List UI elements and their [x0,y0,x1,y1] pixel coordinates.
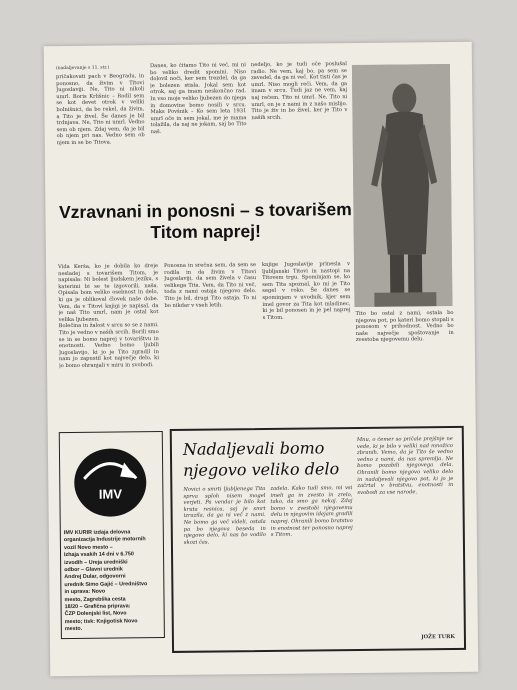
column-top-2-text: Danes, ko čitamo Tito ni več, mi ni bo veliko dredit spomini. Niso dolovil noči, ker sem trezdel, da ga je bolezen stisla. Jokal sem kot otrok, saj ga imam neskončno rad. In vso moje veliko ljubezen do njega in domovine bomo nosili v srcu. Maks Povšnik – Ko sem leta 1931 umrl oče in sem jokal, me je mama tolažila, da naj ne jokam, saj bo Tito naš. [149,62,247,136]
column-top-1-text: pričakovati pach v Beogradu, in ponosno, da živim v Titovi Jugoslaviji. Ne, Tito ni nikoli umrl. Boris Krlišnic – Rodil sem se kot devet otrok v veliki bolnišnici, da bo rekel, da živim, a Tito je živel. Še danes je bil trdnjava. Ne, Tito ni umrl. Vedno sem ob njem. Zdaj vem, da je bil ob njem pri nas. Vedno sem ob njem in se bo Titova. [56,73,145,147]
box-column-3-text: Mnu, o čemer so pričale prejšnje ne vede, ki je bilo v veliki nad množico zbranih. Vemo, da je Tito še vedno vedno z nami, da nas spremlja. Ne bomo pozabili njegovega dela. Ohranili bomo njegovo veliko delo in nadaljevali njegovo pot, ki jo je začrtal v bratstvu, enotnosti in svobodi za vse narode. [356,435,454,496]
column-mid-1 [58,263,160,424]
author-signature: JOŽE TURK [421,633,455,641]
ad-line: mesto. [64,626,83,633]
ad-line: odbor – Glavni urednik [64,566,123,574]
box-column-1-text: Novici o smrti ljubljenega Tita sprva sploh nisem mogel verjeti. Pa vendar je bilo kot kruta resnica, saj je smrt izrazila, da ga ni več z nami. Ne bomo ga več videli, ostala pa bo njegova beseda in njegovo delo, ki nas bo vodilo skozi čas. [183,485,266,546]
box-column-1 [183,486,267,637]
column-top-2 [150,62,247,195]
column-mid-1-text: Vida Kerša, ko je dobila ko dreje nesladej s tovarišem Titom, je napisala: Ni bolest ljudskem jeziku, s katerimi bi se te izgovorili, naša. Opisala bom veliko osebnost in delo, ki ga je oblikoval človek naše dobe. Vem, da v Titovi knjigi je napisal, da je naš Tito umrl, nam je ostal kot velika ljubezen. [57,263,159,323]
box-column-2-text: zadela. Kako tudi smo, mi vsi imeli ga in zvesto in zrelo, tako, da smo ga nekaj. Zdaj bomo v zvestobi njegovemu delu in njegovim idejam gradili naprej. Ohranili bomo bratstvo in enotnost ter ponosno naprej s Titom. [270,485,353,539]
ad-line: vozil Novo mesto – [63,544,113,551]
ad-line: mesto, Zagrebška cesta [64,596,126,603]
column-mid-2-text: Ponosna in srečna sem, da sem se rodila in da živim v Titovi Jugoslaviji, da sem živela v času velikega Tita. Vem, da Tito ni več, toda z nami ostaja njegovo delo. Tito je bil, drugi Tito ostaja. To ni bo nikdar v vseh letih. [163,262,257,309]
ad-text-block [64,529,161,634]
column-mid-1b-text: Bolečina in žalost v srcu so se z nami. Tito je vedno v naših srcih. Borili smo se in se bomo naprej v tovarištvu in enotnosti. Vedno bomo ljubili Jugoslavijo, ki jo je Tito zgradil in nam jo zapustil kot največje delo, ki jo bomo ohranjali v miru in svobodi. [58,322,160,370]
ad-line: mesto; tisk: Knjigotisk Novo [64,618,138,625]
statue-figure-icon [352,64,453,307]
column-mid-3-text: knjige Jugoslavije prinesla v ljubljanski Titovi in nastopi na Titovem trgu. Spominjam se, ko sem Tita spoznal, ko mi je Tito segel v roko. Še danes se spominjam v uvodnik, kjer sem imel govor za Tita kot mladinec, ki je bil ponosen in je pel naprej s Titom. [261,261,351,321]
newspaper-page [44,42,479,676]
ad-line: Andrej Dular, odgovorni [64,573,126,581]
column-top-3-text: nedeljo, ko je tudi oče poslušal radio. Ne vem, kaj bo, pa sem se zavedel, da ga ni več. Kot tisti čas je umrl. Niso mogli reči. Vem, da ga imam v srcu. Tudi jaz ne vem, kaj naj rečem. Tito ni umrl. Ne, Tito ni umrl, on je z nami in z našo mislijo. Tito je živ in bo živel, ker je Tito v naših srcih. [250,61,348,121]
box-title: Nadaljevali bomo njegovo veliko delo [182,438,340,480]
photo-caption-text: Tito bo ostal z nami, ostala bo njegova pot, po kateri bomo stopali s ponosom v prihodnost. Vedno bo naše največje spoštovanje in zvestoba njegovemu delu. [355,309,454,344]
continuation-note: (nadaljevanje s 11. str.) [55,65,110,72]
main-headline: Vzravnani in ponosni – s tovarišem Titom naprej! [58,199,352,243]
imv-logo-icon [70,438,151,523]
ad-line: IMV KURIR izdaja delovna [63,529,131,537]
ad-line: in uprava: Novo [64,588,106,596]
photo-caption-column [356,310,455,421]
column-mid-3 [262,261,352,422]
column-mid-2 [164,262,258,423]
column-top-1 [56,73,145,198]
ad-line: organizacija Industrije motornih [63,536,146,544]
column-top-3 [251,61,348,194]
ad-line: 18/20 – Grafična priprava: [64,603,131,611]
tito-statue-photo [352,64,453,307]
box-column-2 [270,485,354,636]
imv-logo-text: IMV [98,486,123,502]
ad-line: urednik Simo Gajić – Uredništvo [64,581,148,588]
ad-line: izvodih – Ureja uredniški [64,559,128,566]
ad-line: Izhaja vsakih 14 dni v 6.750 [64,551,134,559]
box-column-3 [357,436,455,631]
ad-line: ČZP Dolenjski list, Novo [64,610,127,618]
